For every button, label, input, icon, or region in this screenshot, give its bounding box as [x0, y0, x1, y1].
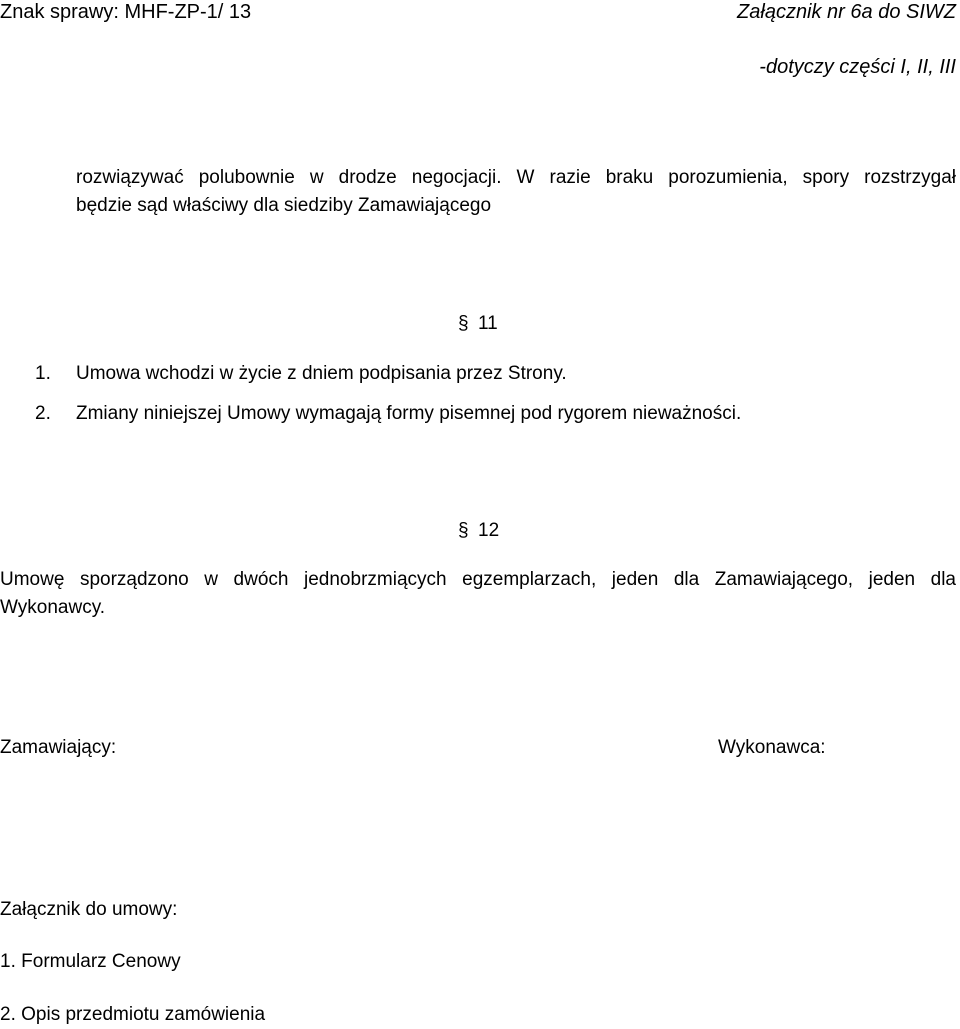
section-number: 11	[478, 313, 498, 334]
item-text: Umowa wchodzi w życie z dniem podpisania przez Strony.	[76, 363, 567, 384]
item-number: 1.	[0, 951, 16, 972]
contractor-signature-label: Wykonawca:	[718, 737, 826, 758]
ordering-party-signature-label: Zamawiający:	[0, 737, 117, 758]
attachment-item-2	[0, 1001, 265, 1029]
continuation-line-1: rozwiązywać polubownie w drodze negocjacji. W razie braku porozumienia, spory rozstrzygał	[76, 167, 956, 188]
item-text: Formularz Cenowy	[21, 951, 181, 972]
section-12-line-1: Umowę sporządzono w dwóch jednobrzmiących egzemplarzach, jeden dla Zamawiającego, jeden dla	[0, 569, 956, 590]
attachments-heading: Załącznik do umowy:	[0, 899, 178, 920]
section-12-line-2: Wykonawcy.	[0, 597, 106, 618]
case-reference: Znak sprawy: MHF-ZP-1/ 13	[0, 1, 252, 23]
section-12-heading	[458, 519, 499, 543]
item-number: 2.	[0, 1004, 16, 1025]
section-symbol: §	[458, 520, 469, 541]
section-number: 12	[478, 520, 500, 541]
section-11-item-2	[35, 400, 742, 428]
item-text: Zmiany niniejszej Umowy wymagają formy pisemnej pod rygorem nieważności.	[76, 403, 742, 424]
item-text: Opis przedmiotu zamówienia	[21, 1004, 266, 1025]
section-11-item-1	[35, 360, 567, 388]
continuation-line-2: będzie sąd właściwy dla siedziby Zamawiającego	[76, 195, 492, 216]
item-number: 1.	[35, 363, 51, 384]
section-symbol: §	[458, 313, 469, 334]
attachment-item-1	[0, 948, 181, 976]
section-11-heading	[458, 312, 498, 336]
parts-note: -dotyczy części I, II, III	[759, 56, 956, 78]
attachment-title: Załącznik nr 6a do SIWZ	[737, 1, 956, 23]
item-number: 2.	[35, 403, 51, 424]
